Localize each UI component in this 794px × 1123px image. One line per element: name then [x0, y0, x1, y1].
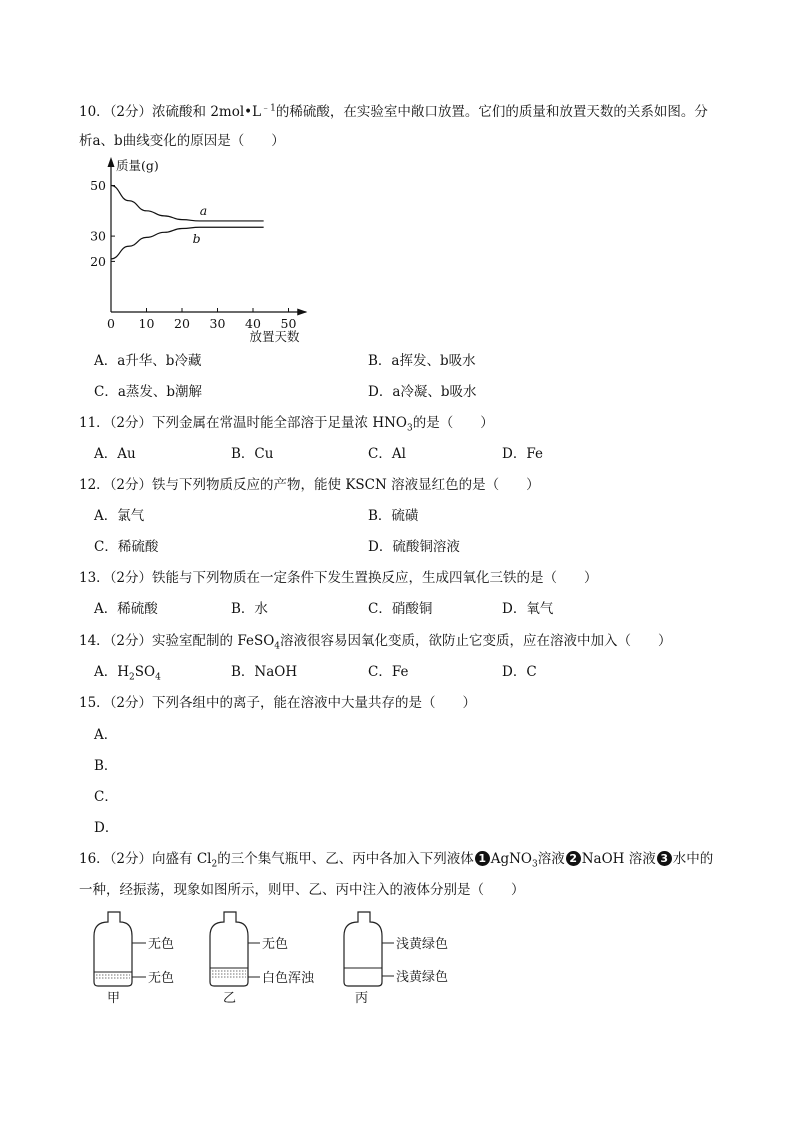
- q12-option-d: D．硫酸铜溶液: [368, 539, 460, 555]
- q11-option-c: C．Al: [368, 446, 406, 462]
- q16-agno3: AgNO: [490, 851, 532, 867]
- bottle-bing: [344, 912, 448, 1006]
- q15-number: 15．: [79, 695, 110, 711]
- q11-option-a: A．Au: [94, 446, 136, 462]
- q11-stem-b: 的是（ ）: [412, 415, 494, 431]
- q12-option-a: A．氯气: [94, 508, 145, 524]
- circled-three-marker: 3: [657, 851, 672, 866]
- bottle-jia-top-label: 无色: [148, 937, 175, 952]
- q12-stem: [79, 476, 540, 494]
- q16-bottle-figure: [88, 910, 488, 1010]
- q12-points: （2分）: [109, 477, 153, 493]
- q10-stem-line1: [79, 103, 708, 121]
- x-tick-label-50: 50: [280, 316, 297, 331]
- q16-stem-line1: [79, 850, 713, 868]
- q14-stem-sub: 4: [274, 641, 280, 652]
- q15-option-b: B．: [94, 758, 118, 774]
- x-tick-label-40: 40: [245, 316, 261, 331]
- curve-b: [111, 227, 264, 259]
- q14-option-a-sub2: 4: [155, 672, 161, 683]
- q16-agno3-tail: 溶液: [537, 851, 565, 867]
- x-axis-label: 放置天数: [249, 329, 300, 344]
- q11-stem-sub: 3: [406, 423, 413, 434]
- q14-stem: [79, 632, 672, 650]
- y-tick-label-30: 30: [90, 228, 106, 244]
- q14-number: 14．: [79, 633, 110, 649]
- q12-option-c: C．稀硫酸: [94, 539, 159, 555]
- q10-stem-sup: ﹣1: [261, 103, 276, 114]
- q13-number: 13．: [79, 570, 110, 586]
- q14-option-d: D．C: [502, 664, 537, 680]
- curve-a: [111, 186, 264, 221]
- q16-naoh: NaOH 溶液: [581, 851, 656, 867]
- q11-number: 11．: [79, 415, 110, 431]
- bottle-yi-bottom-label: 白色浑浊: [262, 971, 315, 986]
- q16-points: （2分）: [109, 851, 153, 867]
- q10-option-d: D．a冷凝、b吸水: [368, 384, 477, 400]
- bottle-yi-name: 乙: [223, 991, 237, 1006]
- q15-option-c: C．: [94, 789, 118, 805]
- q10-stem-line2: 析a、b曲线变化的原因是（ ）: [79, 133, 285, 149]
- q16-stem-b: 的三个集气瓶甲、乙、丙中各加入下列液体: [217, 851, 474, 867]
- q12-option-b: B．硫磺: [368, 508, 419, 524]
- q11-stem: [79, 414, 494, 432]
- bottle-jia: [94, 912, 174, 1006]
- q13-option-c: C．硝酸铜: [368, 601, 433, 617]
- q14-option-a-sub1: 2: [129, 672, 135, 683]
- curve-b-label: b: [192, 231, 201, 247]
- bottle-bing-top-label: 浅黄绿色: [396, 937, 449, 952]
- q14-option-c: C．Fe: [368, 664, 409, 680]
- q10-option-b: B．a挥发、b吸水: [368, 353, 476, 369]
- bottle-jia-bottom-label: 无色: [148, 971, 175, 986]
- q16-agno3-sub: 3: [532, 859, 538, 870]
- bottle-jia-name: 甲: [107, 991, 121, 1006]
- q15-stem-text: 下列各组中的离子，能在溶液中大量共存的是（ ）: [152, 695, 477, 711]
- bottle-bing-name: 丙: [355, 991, 369, 1006]
- q14-option-a: [94, 663, 161, 681]
- circled-two-marker: 2: [566, 851, 581, 866]
- q10-option-a: A．a升华、b冷藏: [94, 353, 202, 369]
- q10-stem-a: 浓硫酸和 2mol•L: [152, 104, 262, 120]
- q13-stem-text: 铁能与下列物质在一定条件下发生置换反应，生成四氧化三铁的是（ ）: [152, 570, 598, 586]
- x-tick-label-30: 30: [209, 316, 226, 331]
- q15-points: （2分）: [109, 695, 153, 711]
- q16-number: 16．: [79, 851, 110, 867]
- y-tick-label-50: 50: [90, 178, 106, 193]
- bottle-yi-top-label: 无色: [262, 937, 289, 952]
- q13-option-b: B．水: [231, 601, 268, 617]
- bottle-bing-outline: [344, 912, 382, 986]
- q13-option-a: A．稀硫酸: [94, 601, 158, 617]
- q16-stem-a: 向盛有 Cl: [152, 851, 212, 867]
- q15-option-a: A．: [94, 727, 118, 743]
- q11-points: （2分）: [109, 415, 153, 431]
- bottle-bing-bottom-label: 浅黄绿色: [396, 970, 449, 985]
- q14-option-a-2: SO: [134, 664, 156, 680]
- q10-points: （2分）: [109, 104, 153, 120]
- q16-water: 水中的: [672, 851, 714, 867]
- bottle-yi-outline: [210, 912, 248, 986]
- q12-number: 12．: [79, 477, 110, 493]
- q11-option-d: D．Fe: [502, 446, 543, 462]
- circled-one-marker: 1: [475, 851, 490, 866]
- q10-option-c: C．a蒸发、b潮解: [94, 384, 203, 400]
- x-tick-label-10: 10: [138, 316, 155, 331]
- q14-option-b: B．NaOH: [231, 664, 298, 680]
- q10-stem-b: 的稀硫酸，在实验室中敞口放置。它们的质量和放置天数的关系如图。分: [275, 104, 708, 120]
- q15-stem: [79, 694, 476, 712]
- q14-stem-a: 实验室配制的 FeSO: [152, 633, 275, 649]
- q13-stem: [79, 569, 598, 587]
- q13-points: （2分）: [109, 570, 153, 586]
- q11-option-b: B．Cu: [231, 446, 274, 462]
- y-axis-label: 质量(g): [116, 158, 159, 173]
- q14-option-a-1: A．H: [94, 664, 130, 680]
- y-tick-label-20: 20: [90, 253, 106, 269]
- curve-a-label: a: [199, 202, 208, 218]
- q15-option-d: D．: [94, 820, 119, 836]
- q12-stem-text: 铁与下列物质反应的产物，能使 KSCN 溶液显红色的是（ ）: [152, 477, 540, 493]
- q13-option-d: D．氧气: [502, 601, 554, 617]
- q10-chart: [80, 152, 340, 347]
- x-axis-arrow: [297, 309, 307, 316]
- q16-stem-sub: 2: [211, 859, 218, 870]
- q10-number: 10．: [79, 104, 110, 120]
- x-tick-label-0: 0: [107, 316, 115, 331]
- x-tick-label-20: 20: [174, 316, 190, 331]
- q16-stem-line2: 一种，经振荡，现象如图所示，则甲、乙、丙中注入的液体分别是（ ）: [79, 882, 525, 898]
- q14-points: （2分）: [109, 633, 153, 649]
- y-axis-arrow: [108, 157, 115, 167]
- q11-stem-a: 下列金属在常温时能全部溶于足量浓 HNO: [152, 415, 407, 431]
- q14-stem-b: 溶液很容易因氧化变质，欲防止它变质，应在溶液中加入（ ）: [280, 633, 672, 649]
- bottle-yi: [210, 912, 315, 1006]
